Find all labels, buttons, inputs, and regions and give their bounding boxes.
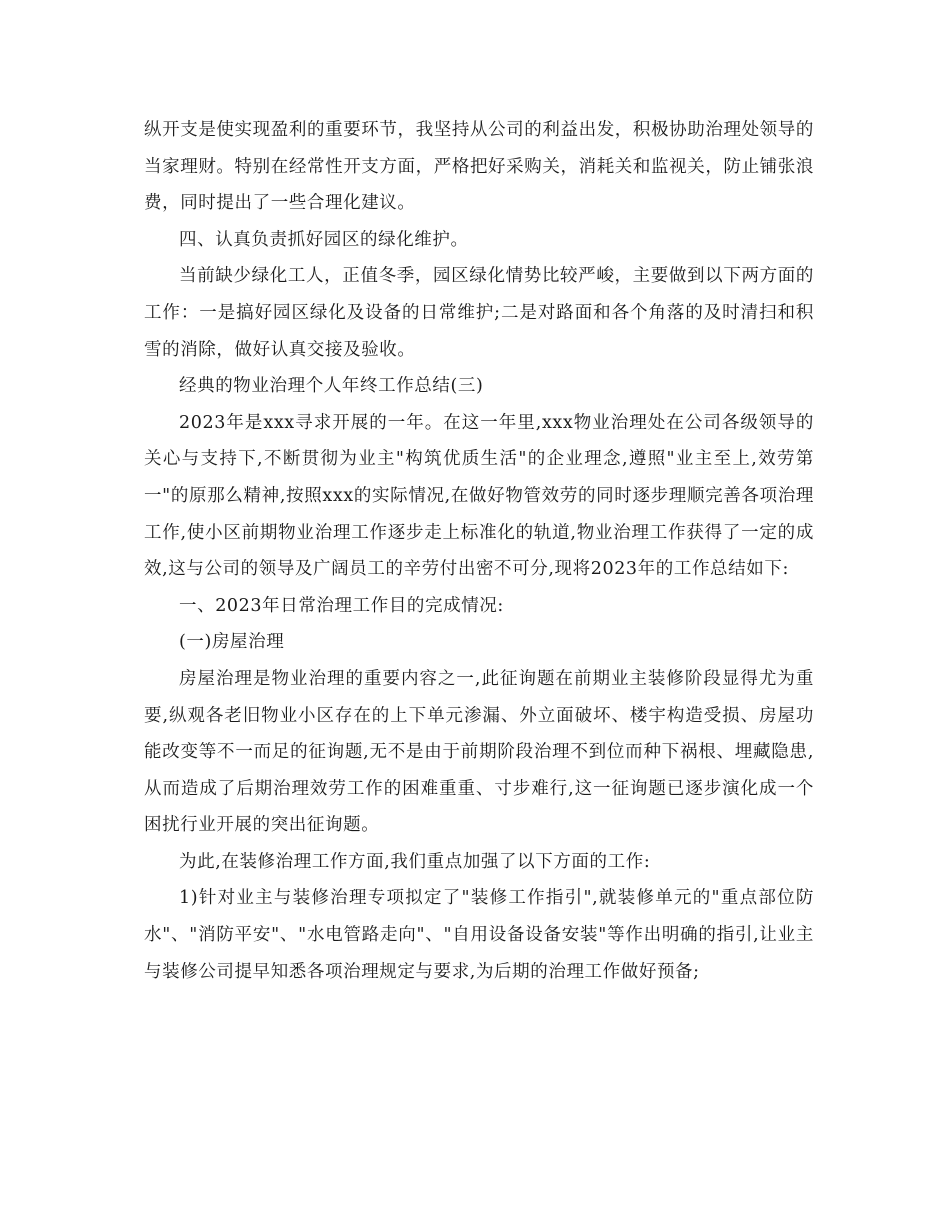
document-body — [144, 112, 814, 990]
paragraph-housing-management: 房屋治理是物业治理的重要内容之一,此征询题在前期业主装修阶段显得尤为重要,纵观各老旧物业小区存在的上下单元渗漏、外立面破坏、楼宇构造受损、房屋功能改变等不一而足的征询题,无不是由于前期阶段治理不到位而种下祸根、埋藏隐患,从而造成了后期治理效劳工作的困难重重、寸步难行,这一征询题已逐步演化成一个困扰行业开展的突出征询题。 — [144, 668, 814, 836]
section-title-summary-three: 经典的物业治理个人年终工作总结(三) — [179, 376, 484, 397]
paragraph-expense-control: 纵开支是使实现盈利的重要环节，我坚持从公司的利益出发，积极协助治理处领导的当家理财。特别在经常性开支方面，严格把好采购关，消耗关和监视关，防止铺张浪费，同时提出了一些合理化建议。 — [144, 120, 814, 214]
heading-greening-maintenance: 四、认真负责抓好园区的绿化维护。 — [179, 229, 469, 250]
paragraph-renovation-focus: 为此,在装修治理工作方面,我们重点加强了以下方面的工作: — [179, 851, 651, 872]
paragraph-greening-work: 当前缺少绿化工人，正值冬季，园区绿化情势比较严峻，主要做到以下两方面的工作：一是搞好园区绿化及设备的日常维护;二是对路面和各个角落的及时清扫和积雪的消除，做好认真交接及验收。 — [144, 266, 814, 360]
subheading-housing-management: (一)房屋治理 — [179, 632, 285, 653]
list-item-renovation-guide: 1)针对业主与装修治理专项拟定了"装修工作指引",就装修单元的"重点部位防水"、"消防平安"、"水电管路走向"、"自用设备设备安装"等作出明确的指引,让业主与装修公司提早知悉各项治理规定与要求,为后期的治理工作做好预备; — [144, 888, 814, 982]
paragraph-year-overview: 2023年是xxx寻求开展的一年。在这一年里,xxx物业治理处在公司各级领导的关心与支持下,不断贯彻为业主"构筑优质生活"的企业理念,遵照"业主至上,效劳第一"的原那么精神,按照xxx的实际情况,在做好物管效劳的同时逐步理顺完善各项治理工作,使小区前期物业治理工作逐步走上标准化的轨道,物业治理工作获得了一定的成效,这与公司的领导及广阔员工的辛劳付出密不可分,现将2023年的工作总结如下: — [144, 412, 814, 580]
heading-daily-management-goals: 一、2023年日常治理工作目的完成情况: — [179, 595, 504, 616]
